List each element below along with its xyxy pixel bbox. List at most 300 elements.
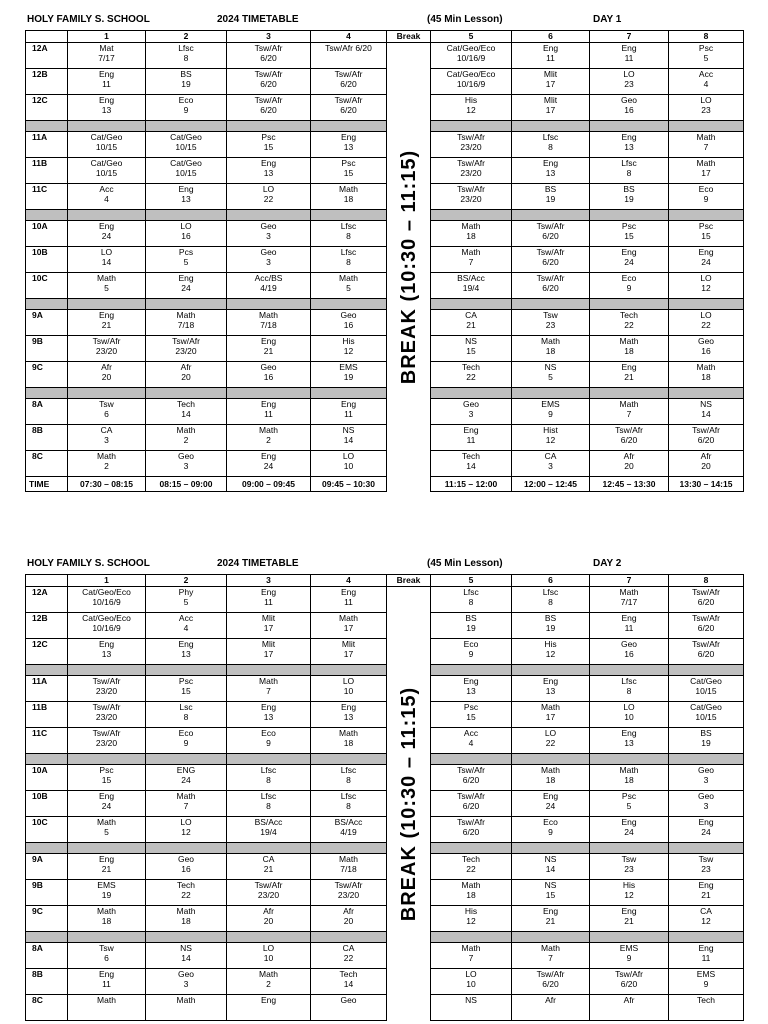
class-row: [26, 613, 744, 639]
lesson-cell: [68, 362, 146, 388]
subject: Lfsc: [340, 247, 357, 257]
room-number: 10/15: [95, 168, 118, 178]
room-number: 13: [343, 142, 354, 152]
separator-cell: [68, 665, 146, 676]
lesson-cell: [669, 399, 744, 425]
subject: Math: [176, 791, 196, 801]
room-number: 13: [101, 649, 112, 659]
grade-separator: [26, 210, 744, 221]
room-number: 23/20: [460, 142, 482, 152]
subject: Mat: [99, 43, 114, 53]
room-number: 6/20: [260, 105, 277, 115]
lesson-cell: [512, 273, 590, 299]
time-slot: 08:15 – 09:00: [146, 477, 227, 492]
lesson-cell: [68, 995, 146, 1021]
room-number: 8: [548, 597, 553, 607]
subject: LO: [262, 943, 275, 953]
lesson-cell: [669, 676, 744, 702]
lesson-cell: [669, 362, 744, 388]
lesson-cell: [227, 184, 311, 210]
class-row: [26, 943, 744, 969]
subject: Tsw/Afr: [615, 425, 643, 435]
room-number: 19: [624, 194, 634, 204]
subject: Eng: [260, 995, 277, 1005]
subject: BS: [544, 184, 557, 194]
subject: BS: [623, 184, 635, 194]
class-row: [26, 362, 744, 388]
room-number: 22: [624, 320, 634, 330]
subject: Math: [259, 425, 278, 435]
subject: Math: [339, 728, 358, 738]
room-number: 18: [701, 372, 711, 382]
lesson-cell: [146, 425, 227, 451]
room-number: 20: [701, 461, 711, 471]
separator-cell: [68, 299, 146, 310]
room-number: 4/19: [260, 283, 277, 293]
room-number: 17: [343, 649, 354, 659]
room-number: 10/16/9: [92, 597, 121, 607]
subject: Mlit: [261, 639, 276, 649]
lesson-cell: [227, 943, 311, 969]
room-number: 16: [624, 105, 634, 115]
subject: Cat/Geo: [690, 702, 722, 712]
room-number: 14: [181, 409, 191, 419]
separator-cell: [227, 210, 311, 221]
subject: Tsw/Afr: [172, 336, 200, 346]
room-number: 10: [466, 979, 476, 989]
room-number: 22: [466, 864, 476, 874]
lesson-cell: [431, 995, 512, 1021]
lesson-cell: [590, 273, 669, 299]
lesson-cell: [590, 69, 669, 95]
lesson-cell: [146, 817, 227, 843]
room-number: 6/20: [340, 79, 357, 89]
class-label: 9A: [26, 854, 68, 880]
lesson-cell: [512, 613, 590, 639]
subject: Eng: [260, 702, 277, 712]
lesson-cell: [227, 247, 311, 273]
subject: Geo: [697, 765, 715, 775]
room-number: 17: [343, 623, 354, 633]
subject: Acc: [178, 613, 194, 623]
subject: Afr: [101, 362, 112, 372]
subject: Tsw/Afr: [692, 639, 720, 649]
lesson-cell: [311, 969, 387, 995]
subject: Eco: [543, 817, 558, 827]
subject: Psc: [621, 791, 637, 801]
lesson-length: (45 Min Lesson): [427, 558, 503, 569]
subject: Tech: [462, 854, 480, 864]
subject: Lfsc: [340, 221, 357, 231]
time-slot: 12:45 – 13:30: [590, 477, 669, 492]
room-number: 22: [701, 320, 711, 330]
lesson-cell: [590, 336, 669, 362]
subject: Afr: [700, 451, 712, 461]
lesson-cell: [146, 336, 227, 362]
subject: Tsw/Afr: [334, 95, 363, 105]
subject: Math: [541, 702, 560, 712]
subject: Lfsc: [260, 791, 277, 801]
break-column: [387, 587, 431, 1021]
room-number: 11: [701, 953, 711, 963]
room-number: 23: [701, 105, 711, 115]
lesson-cell: [512, 765, 590, 791]
subject: His: [622, 880, 636, 890]
subject: Tsw/Afr: [457, 765, 485, 775]
lesson-cell: [227, 791, 311, 817]
room-number: 6/20: [620, 979, 638, 989]
subject: Eng: [621, 613, 637, 623]
lesson-cell: [311, 310, 387, 336]
period-header-row: [26, 575, 744, 587]
subject: LO: [623, 69, 635, 79]
room-number: 5: [703, 53, 709, 63]
lesson-cell: [431, 969, 512, 995]
lesson-cell: [146, 451, 227, 477]
subject: BS: [180, 69, 192, 79]
subject: Cat/Geo: [90, 158, 123, 168]
separator-cell: [26, 754, 68, 765]
separator-cell: [227, 754, 311, 765]
room-number: 7/17: [620, 597, 638, 607]
class-label: 8B: [26, 969, 68, 995]
subject: Afr: [180, 362, 192, 372]
subject: LO: [342, 676, 355, 686]
lesson-cell: [227, 728, 311, 754]
room-number: 24: [101, 801, 112, 811]
room-number: 7: [548, 953, 553, 963]
subject: Cat/Geo/Eco: [446, 69, 496, 79]
room-number: 20: [263, 916, 274, 926]
lesson-cell: [512, 451, 590, 477]
lesson-length: (45 Min Lesson): [427, 14, 503, 25]
subject: NS: [465, 995, 477, 1005]
room-number: 22: [181, 890, 191, 900]
class-row: [26, 425, 744, 451]
room-number: 19: [545, 623, 556, 633]
room-number: 4: [468, 738, 474, 748]
lesson-cell: [227, 336, 311, 362]
room-number: 11: [546, 53, 555, 63]
room-number: 8: [266, 801, 271, 811]
grade-separator: [26, 754, 744, 765]
class-row: [26, 451, 744, 477]
room-number: 24: [263, 461, 274, 471]
lesson-cell: [512, 132, 590, 158]
room-number: 16: [263, 372, 274, 382]
subject: Tsw: [698, 854, 714, 864]
class-row: [26, 728, 744, 754]
lesson-cell: [311, 451, 387, 477]
subject: Eng: [542, 791, 559, 801]
lesson-cell: [68, 817, 146, 843]
separator-cell: [227, 665, 311, 676]
subject: EMS: [696, 969, 716, 979]
lesson-cell: [431, 639, 512, 665]
time-slot: 13:30 – 14:15: [669, 477, 744, 492]
subject: Cat/Geo/Eco: [82, 613, 131, 623]
separator-cell: [146, 932, 227, 943]
lesson-cell: [68, 451, 146, 477]
lesson-cell: [227, 69, 311, 95]
subject: Cat/Geo/Eco: [82, 587, 131, 597]
room-number: 17: [263, 623, 274, 633]
room-number: 6/20: [462, 801, 480, 811]
separator-cell: [590, 665, 669, 676]
lesson-cell: [227, 399, 311, 425]
subject: Tsw/Afr: [457, 817, 485, 827]
room-number: 24: [701, 257, 711, 267]
class-label: 11B: [26, 702, 68, 728]
room-number: 18: [545, 346, 556, 356]
lesson-cell: [227, 702, 311, 728]
subject: EMS: [541, 399, 560, 409]
room-number: 7: [266, 686, 271, 696]
separator-cell: [669, 843, 744, 854]
subject: Tsw/Afr: [254, 43, 283, 53]
room-number: 11: [102, 79, 111, 89]
room-number: 12: [701, 283, 711, 293]
lesson-cell: [227, 676, 311, 702]
subject: NS: [465, 336, 477, 346]
sheet-header: [25, 554, 743, 574]
class-label: 11A: [26, 132, 68, 158]
lesson-cell: [227, 969, 311, 995]
lesson-cell: [512, 69, 590, 95]
subject: Mlit: [261, 613, 276, 623]
separator-cell: [669, 121, 744, 132]
room-number: 2: [104, 461, 109, 471]
lesson-cell: [146, 613, 227, 639]
room-number: 8: [346, 801, 351, 811]
lesson-cell: [512, 880, 590, 906]
room-number: 10: [263, 953, 274, 963]
lesson-cell: [68, 702, 146, 728]
lesson-cell: [669, 43, 744, 69]
lesson-cell: [311, 613, 387, 639]
lesson-cell: [68, 95, 146, 121]
lesson-cell: [68, 221, 146, 247]
room-number: 9: [183, 105, 189, 115]
lesson-cell: [669, 995, 744, 1021]
lesson-cell: [146, 906, 227, 932]
room-number: 16: [624, 649, 634, 659]
lesson-cell: [512, 791, 590, 817]
subject: Math: [176, 425, 196, 435]
subject: Math: [541, 336, 560, 346]
room-number: 6/20: [620, 435, 638, 445]
lesson-cell: [146, 158, 227, 184]
separator-cell: [146, 665, 227, 676]
lesson-cell: [431, 702, 512, 728]
subject: Geo: [462, 399, 480, 409]
room-number: 4: [104, 194, 109, 204]
lesson-cell: [431, 765, 512, 791]
separator-cell: [227, 121, 311, 132]
room-number: 5: [548, 372, 553, 382]
subject: Cat/Geo: [170, 158, 202, 168]
room-number: 9: [626, 953, 632, 963]
lesson-cell: [311, 765, 387, 791]
subject: Afr: [545, 995, 556, 1005]
lesson-cell: [227, 43, 311, 69]
lesson-cell: [512, 399, 590, 425]
subject: Phy: [178, 587, 194, 597]
lesson-cell: [590, 247, 669, 273]
separator-cell: [68, 932, 146, 943]
lesson-cell: [669, 613, 744, 639]
room-number: 9: [548, 827, 553, 837]
subject: BS: [544, 613, 557, 623]
subject: Tech: [339, 969, 358, 979]
break-header: Break: [387, 575, 431, 587]
subject: Geo: [177, 854, 195, 864]
class-label: 8C: [26, 995, 68, 1021]
room-number: 13: [545, 168, 556, 178]
subject: Tsw: [99, 943, 114, 953]
room-number: 23/20: [337, 890, 360, 900]
subject: Mlit: [543, 95, 558, 105]
room-number: 23/20: [460, 168, 482, 178]
room-number: 6/20: [340, 105, 357, 115]
period-header: 1: [68, 575, 146, 587]
lesson-cell: [512, 95, 590, 121]
grade-separator: [26, 299, 744, 310]
room-number: 21: [263, 346, 274, 356]
subject: Tech: [462, 362, 480, 372]
lesson-cell: [512, 336, 590, 362]
grade-separator: [26, 388, 744, 399]
separator-cell: [146, 210, 227, 221]
room-number: 7: [183, 801, 189, 811]
lesson-cell: [311, 906, 387, 932]
lesson-cell: [227, 362, 311, 388]
lesson-cell: [146, 221, 227, 247]
period-header: 3: [227, 575, 311, 587]
class-row: [26, 336, 744, 362]
subject: Tsw/Afr: [92, 728, 121, 738]
lesson-cell: [146, 362, 227, 388]
separator-cell: [311, 388, 387, 399]
room-number: 8: [183, 53, 189, 63]
lesson-cell: [311, 587, 387, 613]
room-number: 7/18: [177, 320, 195, 330]
lesson-cell: [146, 995, 227, 1021]
room-number: 6/20: [462, 827, 480, 837]
lesson-cell: [512, 310, 590, 336]
lesson-cell: [311, 95, 387, 121]
separator-cell: [512, 299, 590, 310]
subject: Lsc: [179, 702, 193, 712]
lesson-cell: [311, 854, 387, 880]
lesson-cell: [512, 221, 590, 247]
separator-cell: [311, 754, 387, 765]
room-number: 13: [263, 168, 274, 178]
subject: Afr: [263, 906, 274, 916]
room-number: 8: [346, 257, 351, 267]
lesson-cell: [590, 969, 669, 995]
subject: Mlit: [543, 69, 558, 79]
room-number: 24: [181, 775, 191, 785]
subject: Math: [97, 273, 116, 283]
subject: Tsw/Afr: [457, 158, 485, 168]
room-number: 5: [104, 283, 109, 293]
room-number: 23/20: [95, 738, 118, 748]
separator-cell: [227, 932, 311, 943]
subject: Eng: [621, 132, 637, 142]
room-number: 21: [545, 916, 556, 926]
subject: Math: [461, 221, 481, 231]
separator-cell: [431, 210, 512, 221]
room-number: 4: [183, 623, 189, 633]
subject: Geo: [177, 451, 195, 461]
separator-cell: [26, 388, 68, 399]
subject: NS: [180, 943, 192, 953]
separator-cell: [227, 843, 311, 854]
room-number: 3: [266, 231, 271, 241]
class-label: 12B: [26, 613, 68, 639]
subject: Eng: [542, 906, 559, 916]
subject: Eng: [463, 676, 479, 686]
subject: Tech: [462, 451, 480, 461]
room-number: 13: [466, 686, 476, 696]
room-number: 7: [703, 142, 709, 152]
room-number: 14: [545, 864, 556, 874]
room-number: 11: [624, 623, 634, 633]
room-number: 10/15: [695, 686, 717, 696]
subject: Lfsc: [178, 43, 194, 53]
room-number: 19: [343, 372, 354, 382]
subject: Eng: [340, 399, 357, 409]
room-number: 6/20: [260, 53, 277, 63]
subject: Psc: [99, 765, 114, 775]
separator-cell: [512, 665, 590, 676]
lesson-cell: [146, 43, 227, 69]
class-label: 12A: [26, 587, 68, 613]
room-number: 7: [626, 409, 632, 419]
class-row: [26, 854, 744, 880]
subject: Eng: [621, 728, 637, 738]
class-row: [26, 399, 744, 425]
time-slot: 12:00 – 12:45: [512, 477, 590, 492]
subject: Geo: [340, 310, 357, 320]
class-row: [26, 43, 744, 69]
break-label: BREAK (10:30 – 11:15): [397, 150, 420, 385]
room-number: 23/20: [460, 194, 482, 204]
room-number: 19: [545, 194, 556, 204]
room-number: 18: [343, 738, 354, 748]
lesson-cell: [68, 132, 146, 158]
lesson-cell: [669, 969, 744, 995]
class-label: 11C: [26, 728, 68, 754]
room-number: 16: [343, 320, 354, 330]
subject: Psc: [621, 221, 637, 231]
class-label: 10C: [26, 817, 68, 843]
subject: His: [342, 336, 355, 346]
school-name: HOLY FAMILY S. SCHOOL: [27, 14, 150, 25]
lesson-cell: [311, 362, 387, 388]
class-row: [26, 587, 744, 613]
room-number: 15: [701, 231, 711, 241]
grade-separator: [26, 665, 744, 676]
room-number: 5: [346, 283, 351, 293]
lesson-cell: [146, 702, 227, 728]
room-number: 14: [343, 979, 354, 989]
separator-cell: [311, 843, 387, 854]
separator-cell: [512, 388, 590, 399]
lesson-cell: [431, 613, 512, 639]
lesson-cell: [311, 817, 387, 843]
